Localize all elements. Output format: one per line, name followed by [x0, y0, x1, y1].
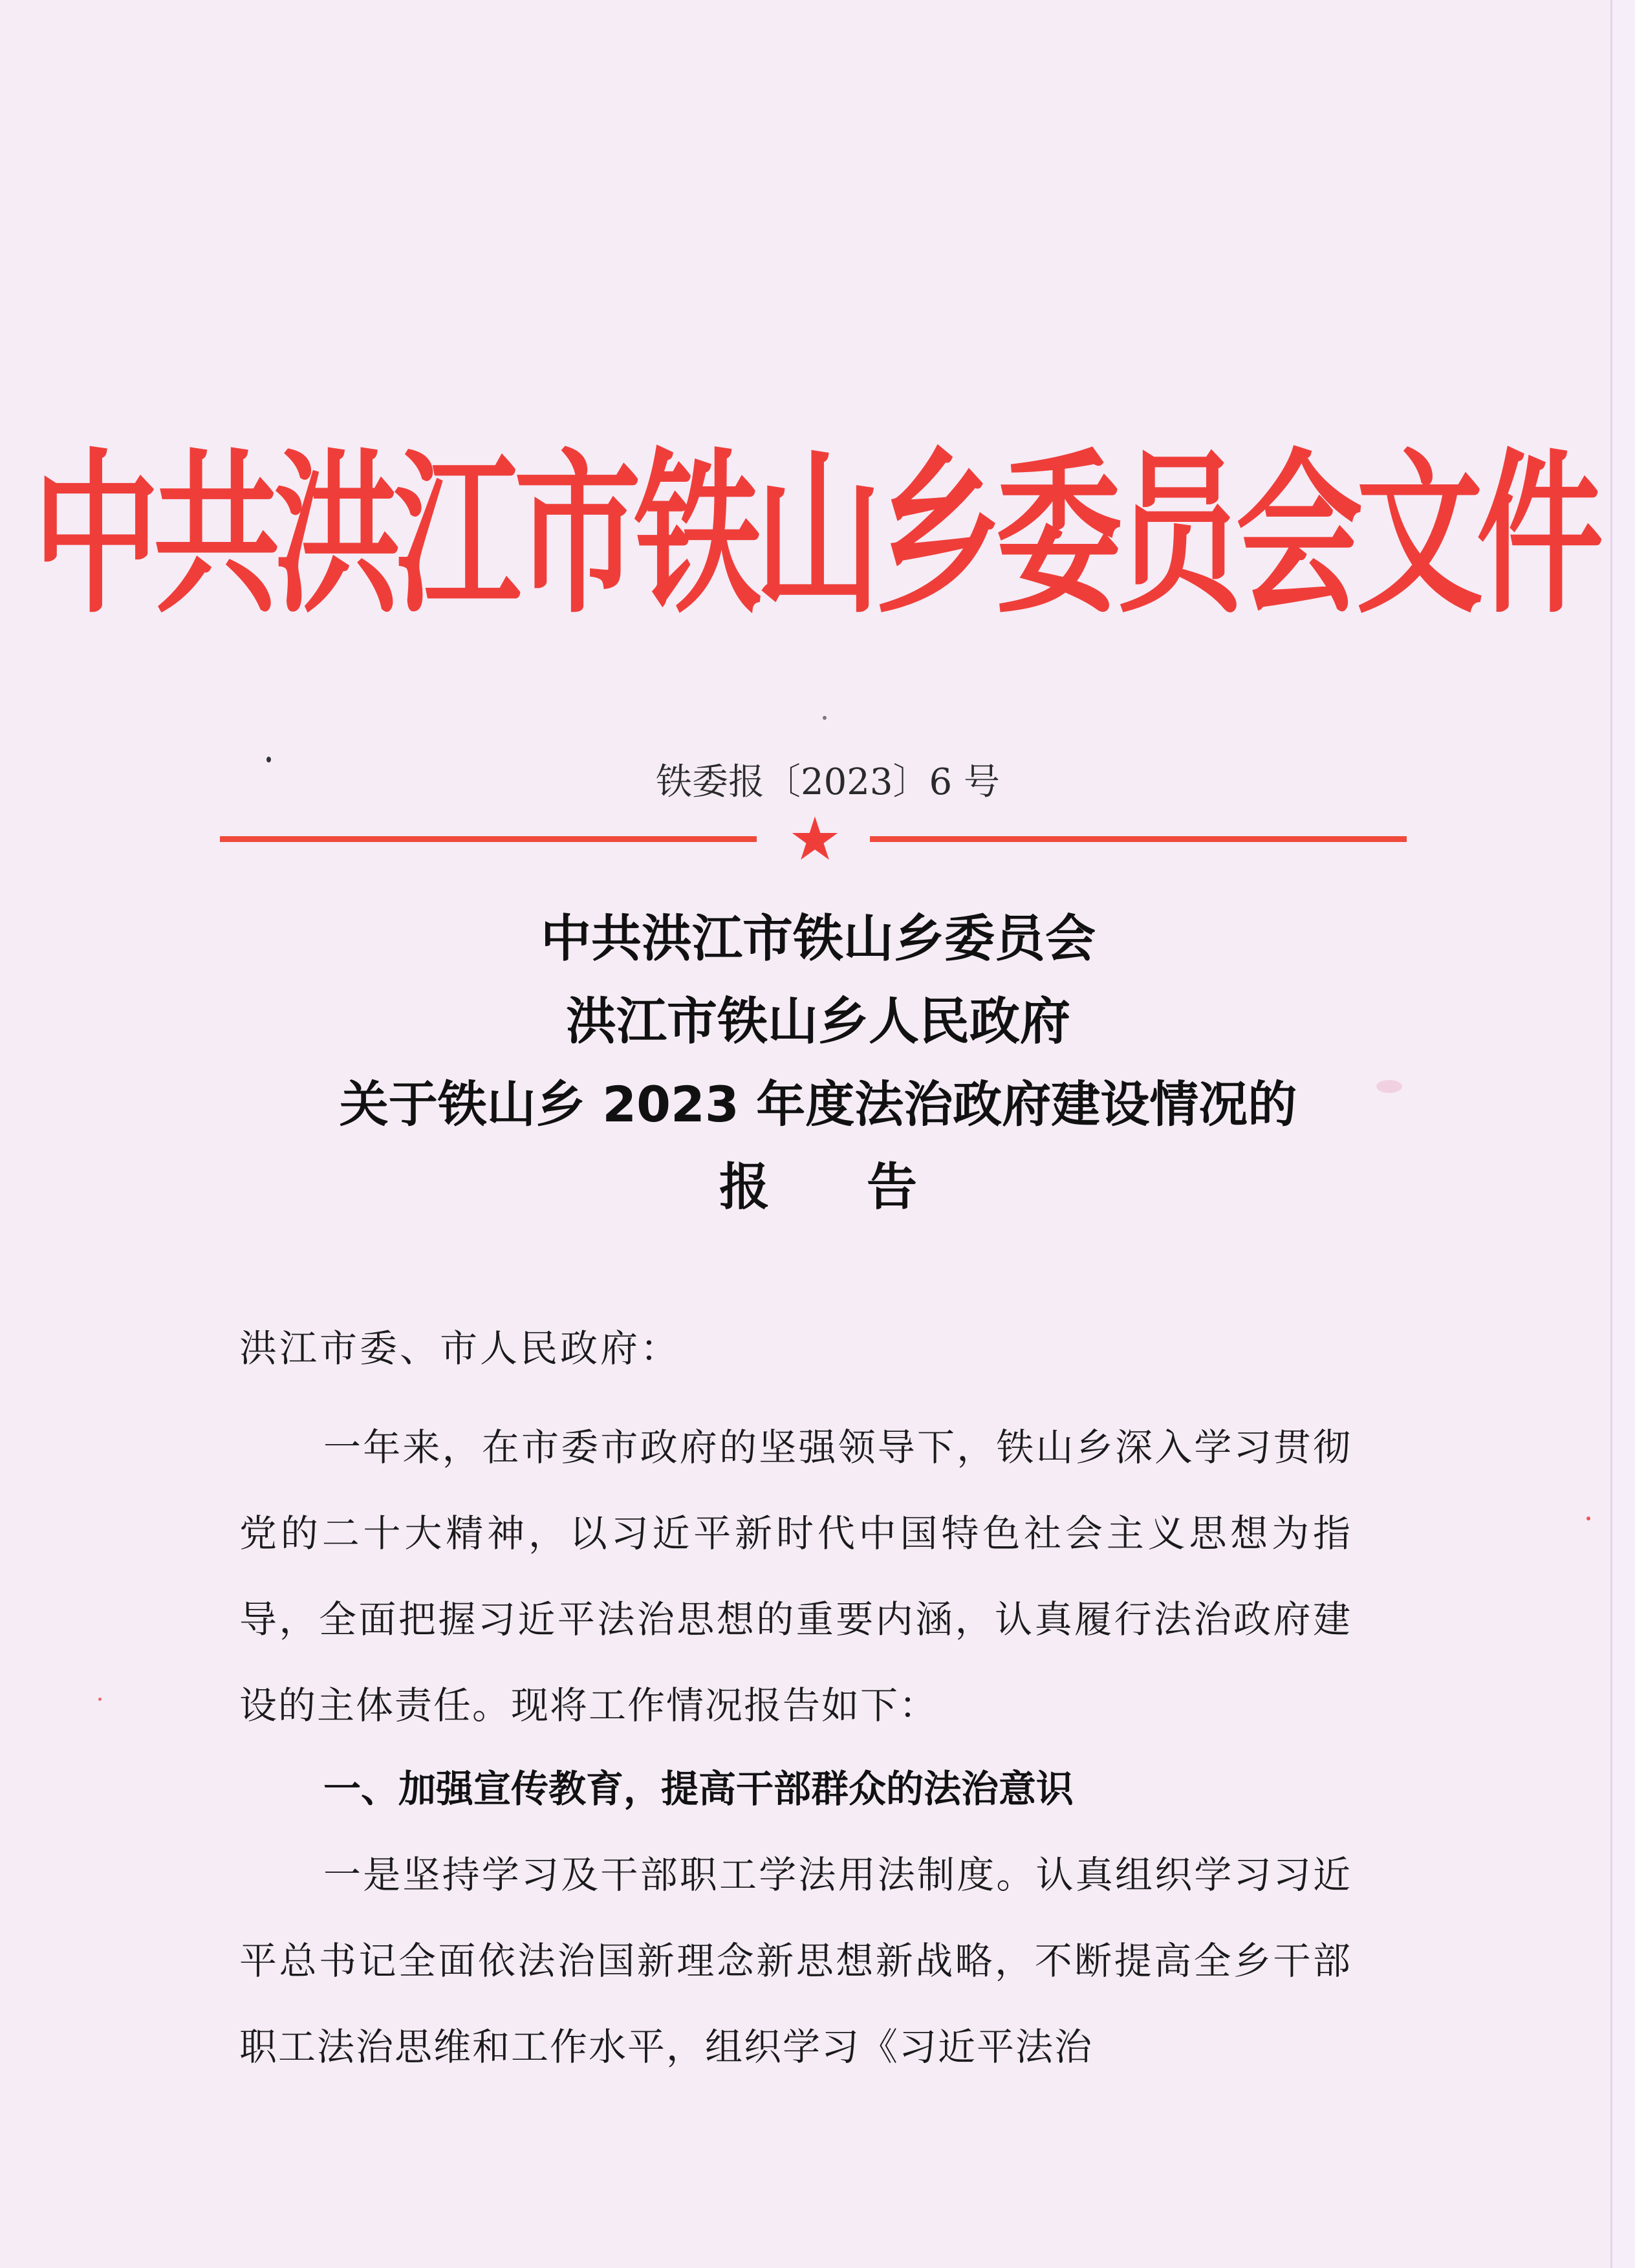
document-header-title: 中共洪江市铁山乡委员会文件 [33, 434, 1597, 638]
scan-speck [1376, 1080, 1402, 1093]
title-line-3: 关于铁山乡 2023 年度法治政府建设情况的 [339, 1075, 1297, 1133]
header-rule-left [220, 836, 757, 842]
title-line-1: 中共洪江市铁山乡委员会 [540, 910, 1096, 968]
title-line-2: 洪江市铁山乡人民政府 [565, 993, 1070, 1051]
header-rule-right [870, 836, 1407, 842]
document-number: 铁委报〔2023〕6 号 [656, 761, 1000, 803]
scan-speck [266, 757, 271, 762]
section-heading-1: 一、加强宣传教育，提高干部群众的法治意识 [323, 1767, 1074, 1811]
scan-speck [98, 1698, 102, 1701]
salutation: 洪江市委、市人民政府： [239, 1326, 681, 1370]
paragraph-intro: 一年来，在市委市政府的坚强领导下，铁山乡深入学习贯彻党的二十大精神，以习近平新时代中国特色社会主义思想为指导，全面把握习近平法治思想的重要内涵，认真履行法治政府建设的主体责任。现将工作情况报告如下： [239, 1425, 1352, 1727]
scan-speck [823, 716, 827, 720]
scan-speck [1586, 1517, 1590, 1520]
paragraph-section1: 一是坚持学习及干部职工学法用法制度。认真组织学习习近平总书记全面依法治国新理念新思想新战略，不断提高全乡干部职工法治思维和工作水平，组织学习《习近平法治 [239, 1853, 1352, 2069]
red-star-icon: ★ [788, 804, 842, 874]
title-line-4: 报告 [719, 1158, 1014, 1216]
